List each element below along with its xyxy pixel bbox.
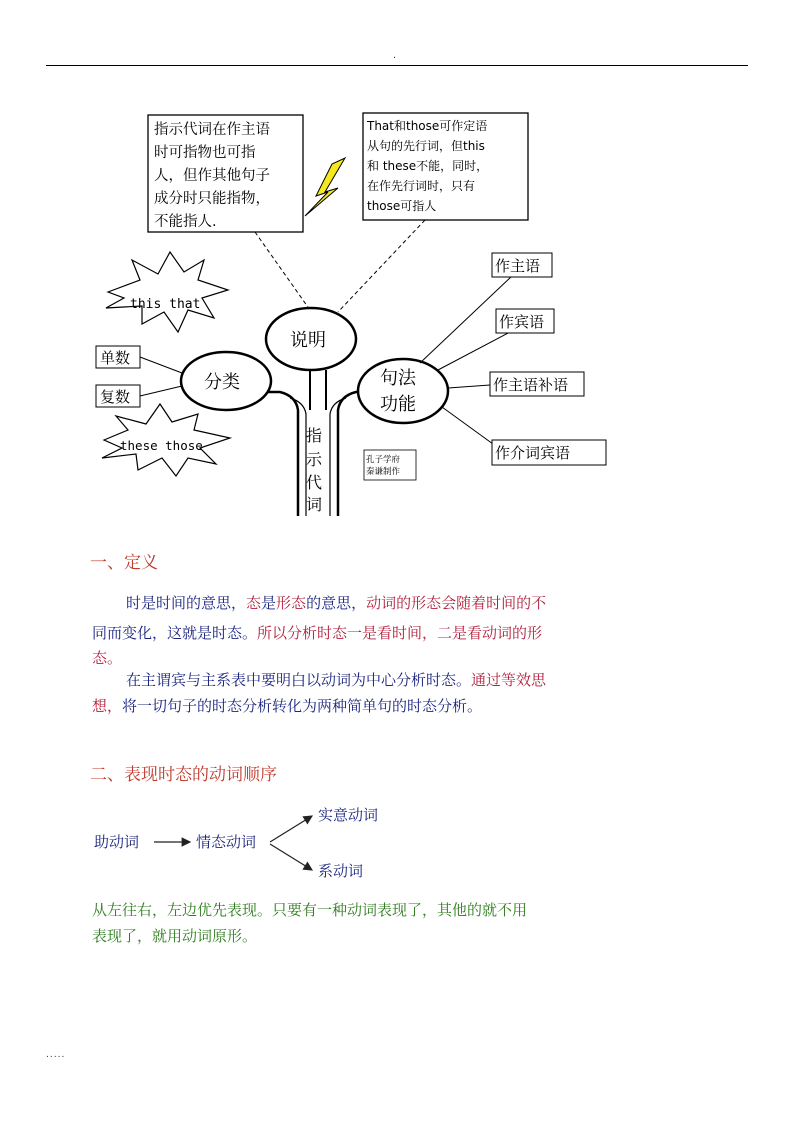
connector-singular (140, 357, 182, 373)
text-span: 通过等效思 (471, 671, 547, 689)
section2-heading: 二、表现时态的动词顺序 (90, 765, 277, 785)
section1-para1-line3: 态。 (92, 649, 123, 667)
dashed-connector-right (338, 220, 425, 312)
modal-verb-label: 情态动词 (196, 833, 257, 851)
aux-verb-label: 助动词 (94, 833, 140, 851)
note-right-line: those可指人 (367, 199, 437, 213)
star-top-label: this that (130, 297, 201, 312)
starburst-this-that (106, 252, 228, 332)
connector-func-object (438, 331, 512, 370)
star-bottom-label: these those (120, 438, 203, 453)
arrow-to-linking (270, 844, 312, 870)
footer-dots: ..... (46, 1050, 66, 1060)
connector-plural (140, 386, 182, 396)
note-left-line: 人，但作其他句子 (154, 168, 270, 184)
section1-para2-line2 (92, 691, 482, 721)
text-span: 是 (261, 594, 277, 612)
note-right-line: 从句的先行词，但this (367, 139, 485, 153)
verb-order-flow (90, 800, 420, 890)
singular-label: 单数 (100, 349, 131, 367)
trunk-char: 示 (306, 450, 323, 469)
func-label: 作介词宾语 (495, 444, 571, 462)
func-label: 作主语 (495, 257, 541, 275)
text-span: 将一切句子的时态分析转化为两种简单句的时态分析。 (122, 697, 483, 715)
syntax-label: 句法 (380, 368, 416, 389)
text-span: 形态 (276, 594, 307, 612)
stamp-line: 秦谦制作 (366, 467, 401, 477)
note-left-line: 不能指人. (154, 214, 217, 230)
trunk-char: 代 (306, 473, 323, 492)
dashed-connector-left (255, 232, 310, 310)
trunk-char: 词 (306, 495, 323, 514)
section1-para1-line2 (92, 618, 542, 648)
section2-note-line2: 表现了，就用动词原形。 (92, 927, 258, 945)
arrow-to-notional (270, 816, 312, 842)
text-span: 所以分析时态一是看时间，二是看动词的形 (257, 624, 543, 642)
connector-func-complement (448, 385, 490, 388)
note-left-line: 时可指物也可指 (154, 145, 256, 161)
text-span: 想， (92, 697, 123, 715)
explain-label: 说明 (290, 330, 326, 351)
func-label: 作主语补语 (493, 376, 569, 394)
text-span: 时是时间的意思， (126, 594, 247, 612)
note-right-line: 在作先行词时，只有 (367, 179, 476, 193)
demonstrative-pronoun-diagram (80, 80, 650, 525)
section2-note-line1: 从左往右，左边优先表现。只要有一种动词表现了，其他的就不用 (92, 901, 528, 919)
syntax-label: 功能 (380, 394, 416, 415)
trunk-text (306, 426, 323, 514)
header-dot: . (393, 50, 397, 61)
classify-label: 分类 (204, 372, 240, 393)
text-span: 在主谓宾与主系表中要明白以动词为中心分析时态。 (126, 671, 472, 689)
linking-verb-label: 系动词 (318, 862, 364, 880)
note-left-line: 指示代词在作主语 (154, 122, 270, 138)
plural-label: 复数 (100, 388, 131, 406)
note-left-line: 成分时只能指物， (154, 191, 270, 207)
header-rule (46, 65, 748, 66)
stamp-line: 孔子学府 (366, 455, 401, 465)
note-right-line: That和those可作定语 (367, 119, 488, 133)
section1-para1-line1 (126, 588, 546, 618)
lightning-bolt-icon (305, 158, 345, 216)
section1-heading: 一、定义 (90, 553, 158, 573)
text-span: 的意思， (306, 594, 367, 612)
func-label: 作宾语 (499, 313, 545, 331)
trunk-left (262, 392, 298, 516)
notional-verb-label: 实意动词 (318, 806, 379, 824)
text-span: 同而变化，这就是时态。 (92, 624, 258, 642)
text-span: 动词的形态会随着时间的不 (366, 594, 547, 612)
note-right-line: 和 these不能，同时， (367, 159, 489, 173)
trunk-char: 指 (306, 426, 323, 445)
text-span: 态 (246, 594, 262, 612)
